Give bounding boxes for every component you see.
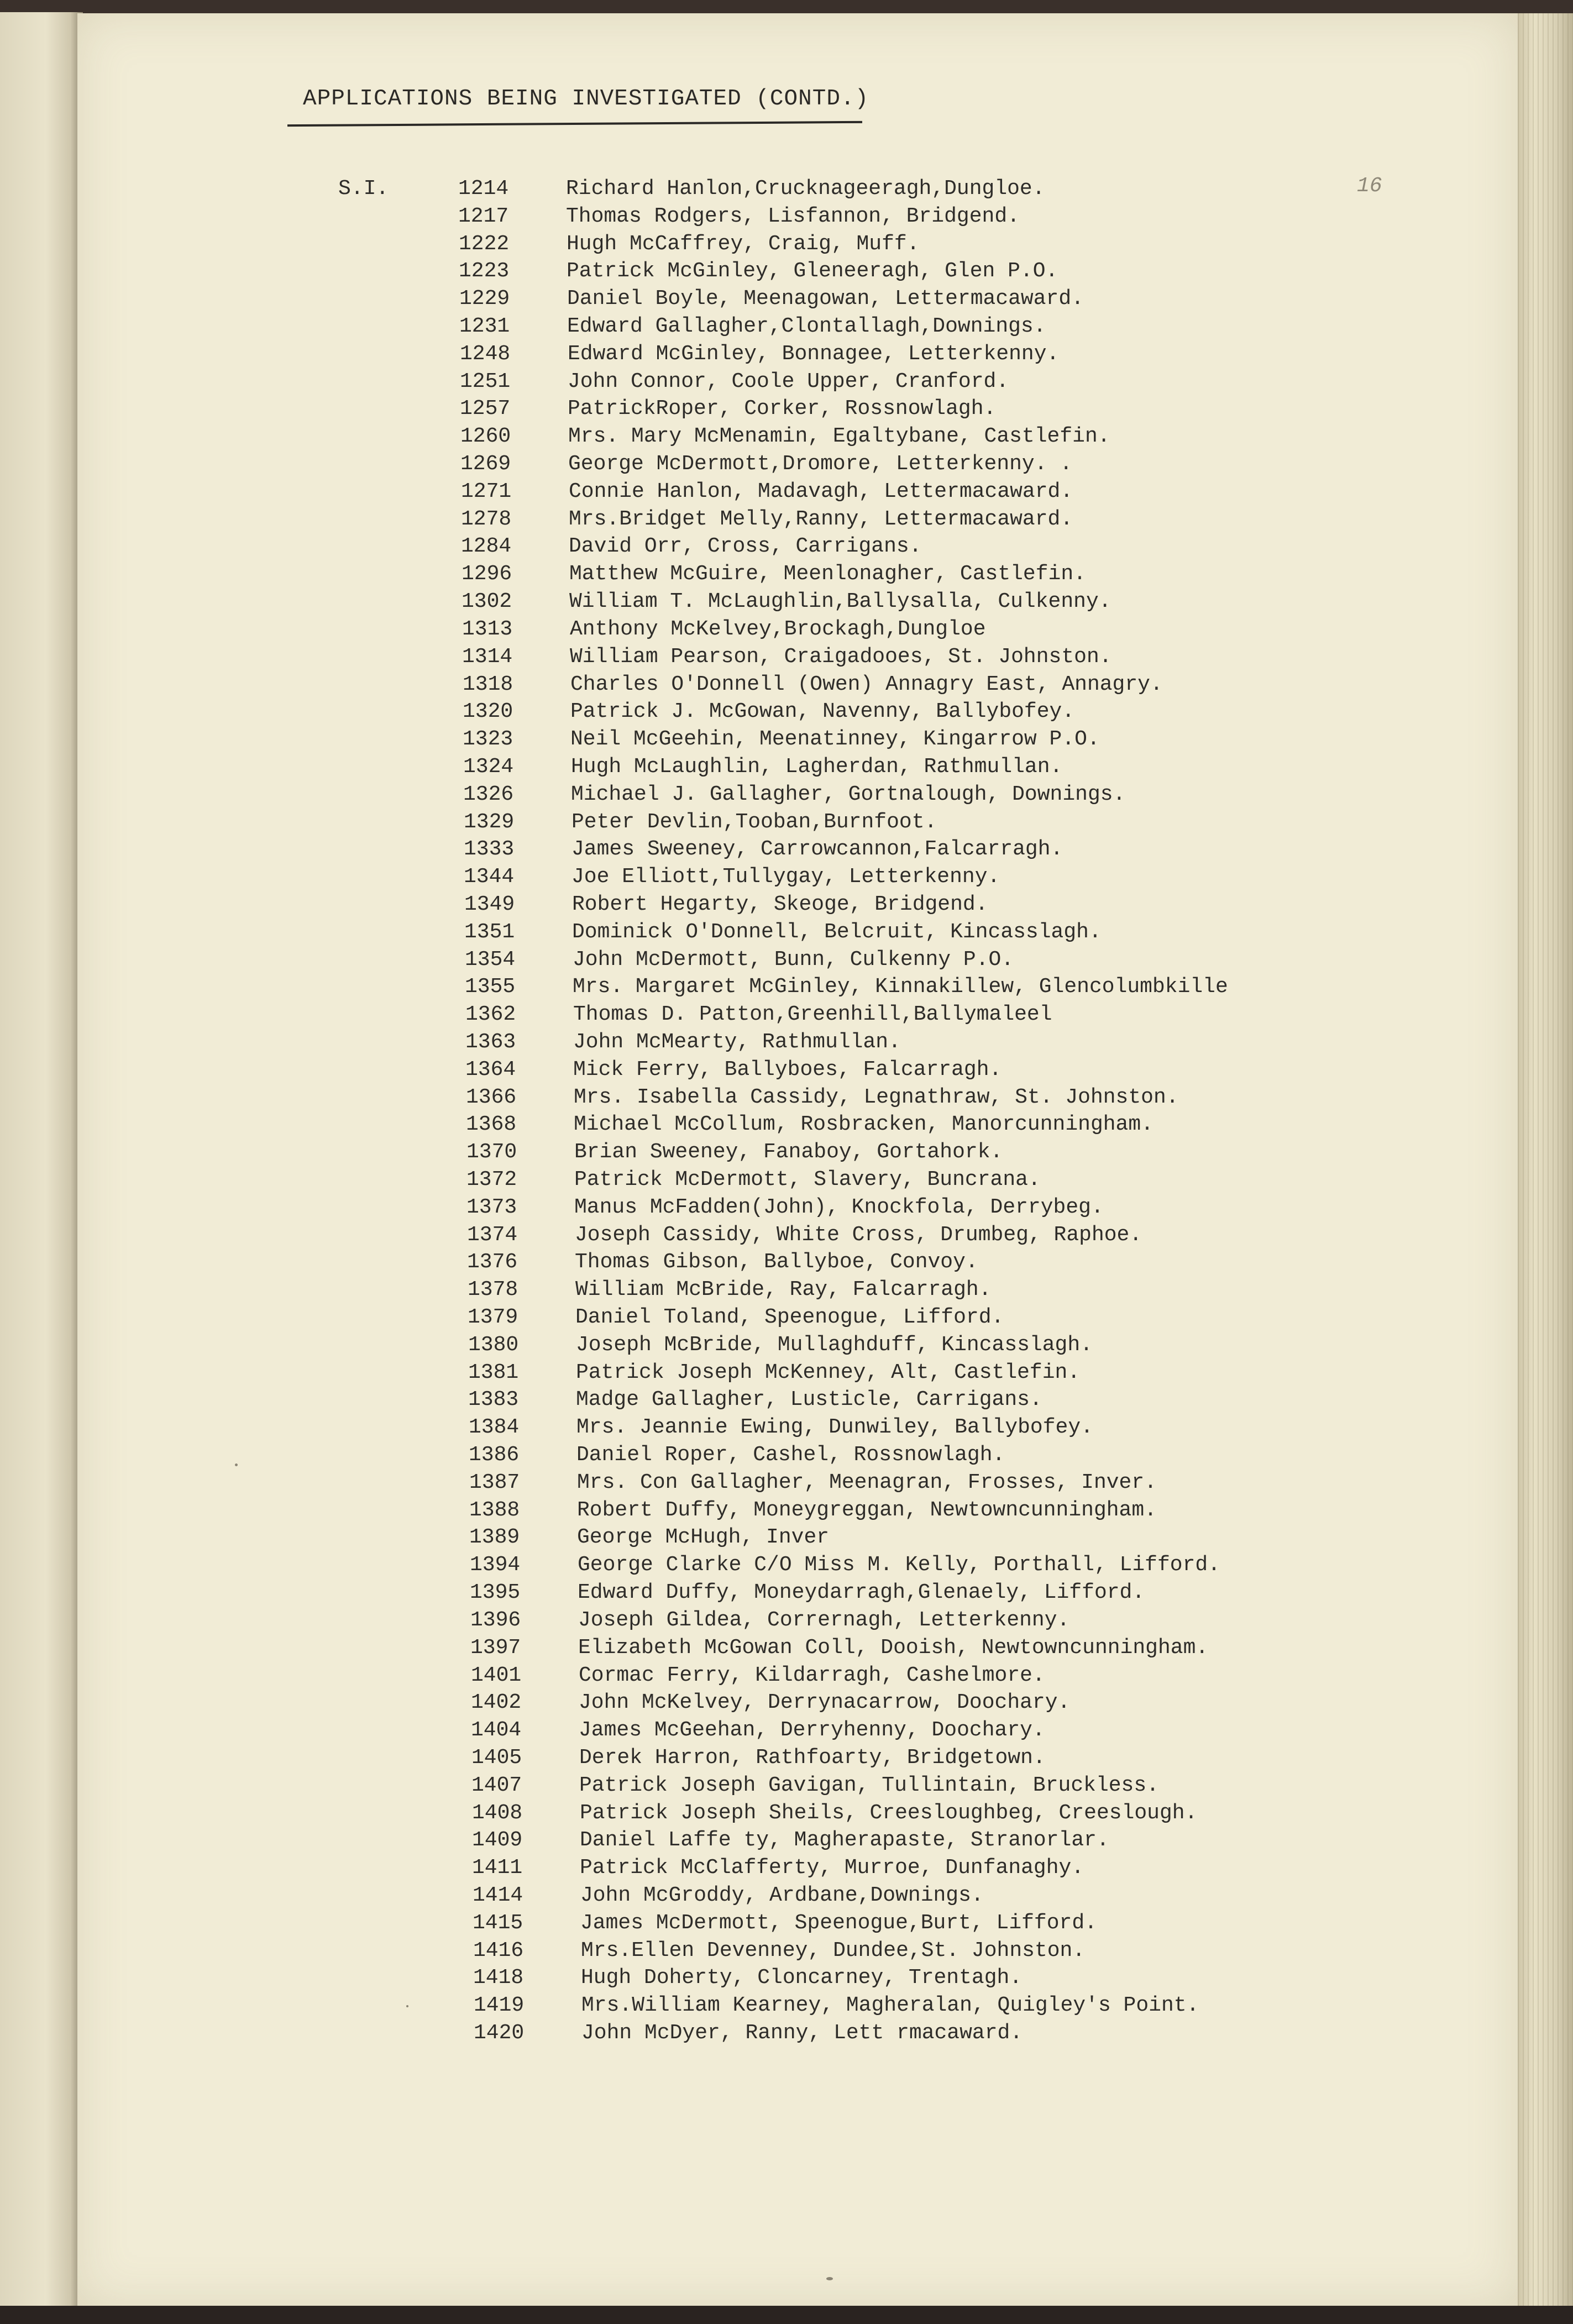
application-number: 1387 [469,1471,520,1494]
application-number: 1313 [462,617,513,641]
applicant-entry: Neil McGeehin, Meenatinney, Kingarrow P.O. [570,727,1100,751]
application-number: 1419 [474,1994,525,2017]
applicant-entry: William McBride, Ray, Falcarragh. [575,1278,992,1302]
application-number: 1251 [460,370,511,394]
applicant-entry: James Sweeney, Carrowcannon,Falcarragh. [571,837,1063,861]
applicant-entry: John McDyer, Ranny, Lett rmacaward. [581,2021,1023,2045]
application-number: 1418 [473,1966,524,1990]
application-number: 1416 [473,1939,524,1963]
application-number: 1408 [472,1801,523,1825]
application-number: 1397 [470,1636,521,1660]
application-number: 1409 [472,1828,523,1852]
paper-speck [406,2005,408,2007]
application-number: 1373 [466,1195,517,1219]
application-number: 1380 [468,1333,519,1357]
applicant-entry: Patrick Joseph McKenney, Alt, Castlefin. [576,1361,1081,1384]
applicant-entry: Thomas Gibson, Ballyboe, Convoy. [575,1250,978,1274]
application-number: 1351 [464,920,515,944]
section-prefix: S.I. [338,177,389,201]
applicant-entry: Patrick J. McGowan, Navenny, Ballybofey. [570,700,1075,723]
application-number: 1388 [469,1498,520,1522]
applicant-entry: Mick Ferry, Ballyboes, Falcarragh. [573,1058,1002,1082]
application-number: 1389 [469,1525,520,1549]
application-number: 1395 [470,1581,521,1604]
application-number: 1381 [468,1361,519,1384]
application-number: 1383 [468,1388,519,1412]
application-number: 1364 [465,1058,516,1082]
applicant-entry: Dominick O'Donnell, Belcruit, Kincasslagh. [572,920,1102,944]
applicant-entry: Patrick McDermott, Slavery, Buncrana. [574,1168,1041,1192]
applicant-entry: James McGeehan, Derryhenny, Doochary. [579,1718,1045,1742]
applicant-entry: Cormac Ferry, Kildarragh, Cashelmore. [579,1664,1045,1687]
applicant-entry: Daniel Toland, Speenogue, Lifford. [575,1305,1004,1329]
application-number: 1284 [461,534,512,558]
applicant-entry: Michael McCollum, Rosbracken, Manorcunningham. [574,1113,1153,1136]
applicant-entry: Edward McGinley, Bonnagee, Letterkenny. [568,342,1060,366]
application-number: 1407 [471,1774,522,1797]
application-number: 1223 [459,259,510,283]
application-number: 1231 [459,314,510,338]
applicant-entry: Daniel Laffe ty, Magherapaste, Stranorlar. [580,1828,1109,1852]
stacked-pages-edge [1518,13,1573,2307]
applicant-entry: Patrick McClafferty, Murroe, Dunfanaghy. [580,1856,1084,1880]
application-number: 1260 [460,424,511,448]
application-number: 1355 [465,975,516,999]
scan-bottom-edge [0,2306,1573,2324]
applicant-entry: Matthew McGuire, Meenlonagher, Castlefin. [569,562,1086,586]
applicant-entry: Charles O'Donnell (Owen) Annagry East, Annagry. [570,673,1163,696]
application-number: 1320 [463,700,513,723]
application-number: 1222 [459,232,510,256]
application-number: 1414 [473,1884,523,1907]
page-heading: APPLICATIONS BEING INVESTIGATED (CONTD.) [303,86,869,112]
application-number: 1404 [471,1718,522,1742]
application-number: 1386 [469,1443,520,1467]
applicant-entry: John McDermott, Bunn, Culkenny P.O. [573,948,1014,972]
applicant-entry: Robert Hegarty, Skeoge, Bridgend. [572,893,988,916]
application-number: 1318 [463,673,513,696]
applicant-entry: Hugh McCaffrey, Craig, Muff. [567,232,920,256]
applicant-entry: George McHugh, Inver [577,1525,830,1549]
applicant-entry: Elizabeth McGowan Coll, Dooish, Newtowncunningham. [578,1636,1209,1660]
applicant-entry: Peter Devlin,Tooban,Burnfoot. [571,810,937,834]
applicant-entry: Richard Hanlon,Crucknageeragh,Dungloe. [566,177,1045,201]
application-number: 1329 [464,810,515,834]
applicant-entry: Patrick McGinley, Gleneeragh, Glen P.O. [567,259,1058,283]
applicant-entry: Edward Gallagher,Clontallagh,Downings. [567,314,1046,338]
application-number: 1379 [468,1305,518,1329]
applicant-entry: Patrick Joseph Sheils, Creesloughbeg, Creeslough. [580,1801,1198,1825]
application-number: 1248 [460,342,511,366]
applicant-entry: Madge Gallagher, Lusticle, Carrigans. [576,1388,1042,1412]
applicant-entry: PatrickRoper, Corker, Rossnowlagh. [568,397,997,421]
applicant-entry: John McGroddy, Ardbane,Downings. [580,1884,984,1907]
application-number: 1333 [464,837,515,861]
application-number: 1401 [471,1664,522,1687]
application-number: 1363 [465,1030,516,1054]
application-number: 1278 [461,507,512,531]
applicant-entry: Mrs.Ellen Devenney, Dundee,St. Johnston. [581,1939,1086,1963]
application-number: 1257 [460,397,511,421]
applicant-entry: William T. McLaughlin,Ballysalla, Culkenny. [569,590,1111,613]
application-number: 1384 [469,1415,520,1439]
application-number: 1366 [466,1085,517,1109]
applicant-entry: John Connor, Coole Upper, Cranford. [568,370,1009,394]
applicant-entry: Daniel Boyle, Meenagowan, Lettermacaward. [567,287,1084,311]
application-number: 1229 [459,287,510,311]
applicant-entry: Joe Elliott,Tullygay, Letterkenny. [571,865,1000,889]
application-number: 1415 [473,1911,523,1935]
applicant-entry: Derek Harron, Rathfoarty, Bridgetown. [579,1746,1046,1770]
applicant-entry: Thomas D. Patton,Greenhill,Ballymaleel [573,1003,1052,1026]
paper-speck [235,1463,238,1466]
application-number: 1411 [472,1856,523,1880]
applicant-entry: Mrs. Isabella Cassidy, Legnathraw, St. Johnston. [574,1085,1179,1109]
applicant-entry: Manus McFadden(John), Knockfola, Derrybeg. [574,1195,1104,1219]
applicant-entry: Joseph Cassidy, White Cross, Drumbeg, Raphoe. [575,1223,1142,1247]
applicant-entry: Mrs. Mary McMenamin, Egaltybane, Castlefin. [568,424,1110,448]
applicant-entry: Patrick Joseph Gavigan, Tullintain, Bruckless. [579,1774,1159,1797]
paper-speck [826,2277,833,2280]
applicant-entry: Anthony McKelvey,Brockagh,Dungloe [570,617,986,641]
application-number: 1378 [468,1278,518,1302]
application-number: 1217 [458,204,509,228]
applicant-entry: George Clarke C/O Miss M. Kelly, Porthall, Lifford. [578,1553,1220,1577]
application-number: 1324 [463,755,514,779]
application-number: 1394 [470,1553,521,1577]
applicant-entry: Mrs. Jeannie Ewing, Dunwiley, Ballybofey. [576,1415,1093,1439]
application-number: 1326 [463,783,514,806]
application-number: 1271 [461,480,512,503]
application-number: 1354 [465,948,516,972]
application-number: 1302 [462,590,512,613]
applicant-entry: Brian Sweeney, Fanaboy, Gortahork. [574,1140,1003,1164]
margin-annotation: 16 [1357,174,1382,198]
application-number: 1323 [463,727,513,751]
applicant-entry: Mrs.Bridget Melly,Ranny, Lettermacaward. [569,507,1073,531]
applicant-entry: Joseph McBride, Mullaghduff, Kincasslagh. [576,1333,1093,1357]
application-number: 1376 [467,1250,518,1274]
applicant-entry: George McDermott,Dromore, Letterkenny. . [568,452,1073,476]
application-number: 1368 [466,1113,517,1136]
applicant-entry: Thomas Rodgers, Lisfannon, Bridgend. [566,204,1020,228]
applicant-entry: Mrs. Margaret McGinley, Kinnakillew, Glencolumbkille [573,975,1228,999]
application-number: 1370 [466,1140,517,1164]
applicant-entry: James McDermott, Speenogue,Burt, Lifford. [580,1911,1097,1935]
applicant-entry: John McKelvey, Derrynacarrow, Doochary. [579,1691,1071,1714]
applicant-entry: Connie Hanlon, Madavagh, Lettermacaward. [569,480,1073,503]
applicant-entry: William Pearson, Craigadooes, St. Johnston. [570,645,1112,669]
applicant-entry: Robert Duffy, Moneygreggan, Newtowncunningham. [577,1498,1157,1522]
application-number: 1344 [464,865,515,889]
applicant-entry: Daniel Roper, Cashel, Rossnowlagh. [576,1443,1005,1467]
application-number: 1349 [464,893,515,916]
applicant-entry: John McMearty, Rathmullan. [573,1030,901,1054]
application-number: 1296 [462,562,512,586]
application-number: 1374 [467,1223,518,1247]
applicant-entry: David Orr, Cross, Carrigans. [569,534,922,558]
application-number: 1314 [462,645,513,669]
applicant-entry: Mrs. Con Gallagher, Meenagran, Frosses, Inver. [577,1471,1157,1494]
applicant-entry: Joseph Gildea, Corrernagh, Letterkenny. [578,1608,1070,1632]
application-number: 1214 [458,177,509,201]
applicant-entry: Michael J. Gallagher, Gortnalough, Downings. [571,783,1126,806]
application-number: 1396 [470,1608,521,1632]
application-number: 1372 [466,1168,517,1192]
applicant-entry: Edward Duffy, Moneydarragh,Glenaely, Lifford. [578,1581,1145,1604]
applicant-entry: Hugh McLaughlin, Lagherdan, Rathmullan. [571,755,1063,779]
application-number: 1362 [465,1003,516,1026]
application-number: 1402 [471,1691,522,1714]
application-number: 1420 [474,2021,525,2045]
applicant-entry: Mrs.William Kearney, Magheralan, Quigley's Point. [581,1994,1199,2017]
applicant-entry: Hugh Doherty, Cloncarney, Trentagh. [581,1966,1023,1990]
application-number: 1269 [460,452,511,476]
application-number: 1405 [471,1746,522,1770]
